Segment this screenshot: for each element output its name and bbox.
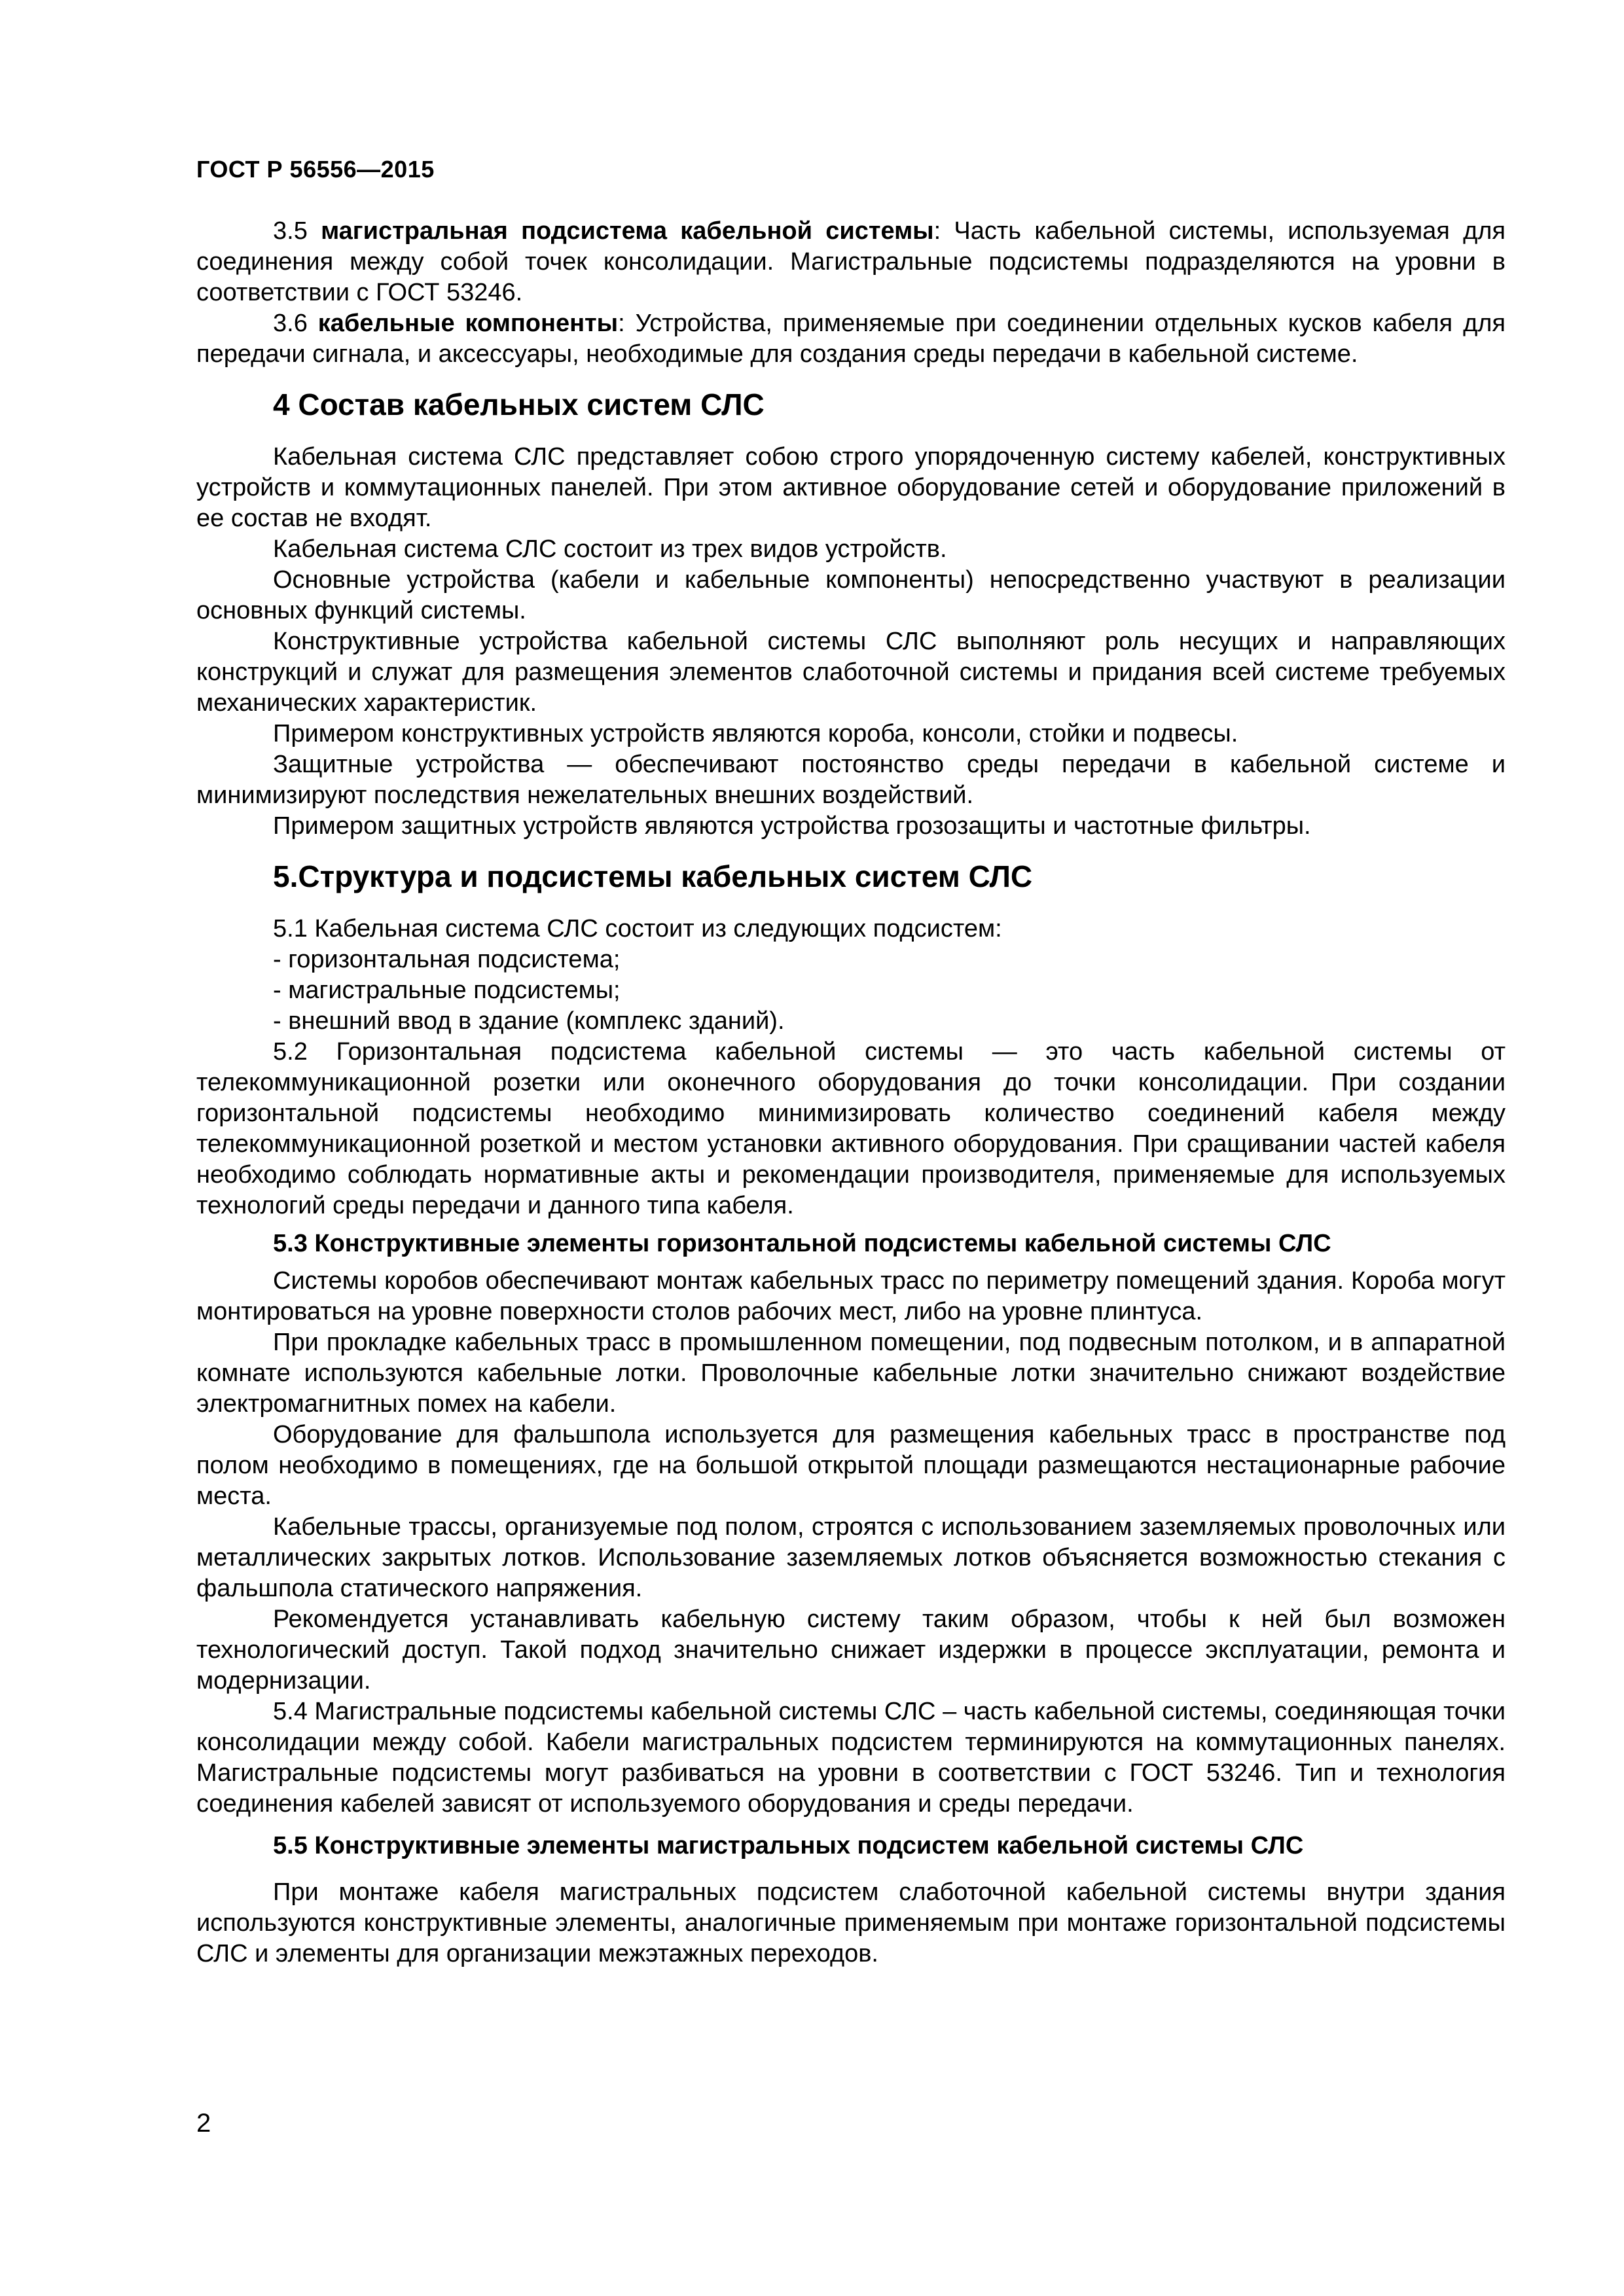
page-number: 2 — [196, 2109, 211, 2138]
paragraph: Основные устройства (кабели и кабельные компоненты) непосредственно участвуют в реализации основных функций системы. — [196, 566, 1506, 624]
clause-number: 3.6 — [273, 310, 308, 337]
list-item: - магистральные подсистемы; — [273, 977, 621, 1004]
paragraph: Кабельная система СЛС представляет собою строго упорядоченную систему кабелей, конструктивных устройств и коммутационных панелей. При этом активное оборудование сетей и оборудование приложений в ее состав не входят. — [196, 443, 1506, 532]
clause-5-4: 5.4 Магистральные подсистемы кабельной системы СЛС – часть кабельной системы, соединяющая точки консолидации между собой. Кабели магистральных подсистем терминируются на коммутационных панелях. Магистральные подсистемы могут разбиваться на уровни в соответствии с ГОСТ 53246. Тип и технология соединения кабелей зависят от используемого оборудования и среды передачи. — [196, 1698, 1506, 1818]
list-item: - внешний ввод в здание (комплекс зданий). — [273, 1007, 785, 1035]
clause-3-5 — [196, 216, 1506, 308]
term: кабельные компоненты — [317, 310, 619, 337]
paragraph: Рекомендуется устанавливать кабельную систему таким образом, чтобы к ней был возможен технологический доступ. Такой подход значительно снижает издержки в процессе эксплуатации, ремонта и модернизации. — [196, 1605, 1506, 1695]
clause-number: 3.5 — [273, 217, 308, 245]
paragraph: Примером защитных устройств являются устройства грозозащиты и частотные фильтры. — [273, 812, 1311, 840]
paragraph: При прокладке кабельных трасс в промышленном помещении, под подвесным потолком, и в аппаратной комнате используются кабельные лотки. Проволочные кабельные лотки значительно снижают воздействие электромагнитных помех на кабели. — [196, 1329, 1506, 1418]
definition: : Часть кабельной системы, используемая для соединения между собой точек консолидации. Магистральные подсистемы подразделяются на уровни в соответствии с ГОСТ 53246. — [196, 217, 1506, 306]
paragraph: Оборудование для фальшпола используется для размещения кабельных трасс в пространстве под полом необходимо в помещениях, где на большой открытой площади размещаются нестационарные рабочие места. — [196, 1421, 1506, 1510]
document-body — [196, 216, 1506, 1969]
clause-5-1: 5.1 Кабельная система СЛС состоит из следующих подсистем: — [273, 915, 1002, 942]
paragraph: Конструктивные устройства кабельной системы СЛС выполняют роль несущих и направляющих конструкций и служат для размещения элементов слаботочной системы и придания всей системе требуемых механических характеристик. — [196, 628, 1506, 717]
paragraph: Кабельная система СЛС состоит из трех видов устройств. — [273, 535, 947, 563]
clause-3-6 — [196, 308, 1506, 370]
term: магистральная подсистема кабельной системы — [321, 217, 934, 245]
section-5-heading: 5.Структура и подсистемы кабельных систем СЛС — [273, 859, 1033, 893]
section-4-heading: 4 Состав кабельных систем СЛС — [273, 387, 765, 422]
definition: : Устройства, применяемые при соединении отдельных кусков кабеля для передачи сигнала, и аксессуары, необходимые для создания среды передачи в кабельной системе. — [196, 310, 1506, 368]
subsection-5-3-heading: 5.3 Конструктивные элементы горизонтальной подсистемы кабельной системы СЛС — [273, 1230, 1331, 1257]
paragraph: Системы коробов обеспечивают монтаж кабельных трасс по периметру помещений здания. Короба могут монтироваться на уровне поверхности столов рабочих мест, либо на уровне плинтуса. — [196, 1267, 1506, 1325]
list-item: - горизонтальная подсистема; — [273, 946, 621, 973]
paragraph: При монтаже кабеля магистральных подсистем слаботочной кабельной системы внутри здания используются конструктивные элементы, аналогичные применяемым при монтаже горизонтальной подсистемы СЛС и элементы для организации межэтажных переходов. — [196, 1878, 1506, 1967]
paragraph: Защитные устройства — обеспечивают постоянство среды передачи в кабельной системе и минимизируют последствия нежелательных внешних воздействий. — [196, 751, 1506, 809]
paragraph: Кабельные трассы, организуемые под полом, строятся с использованием заземляемых проволочных или металлических закрытых лотков. Использование заземляемых лотков объясняется возможностью стекания с фальшпола статического напряжения. — [196, 1513, 1506, 1602]
paragraph: Примером конструктивных устройств являются короба, консоли, стойки и подвесы. — [273, 720, 1238, 747]
document-header: ГОСТ Р 56556—2015 — [196, 156, 435, 183]
subsection-5-5-heading: 5.5 Конструктивные элементы магистральных подсистем кабельной системы СЛС — [273, 1832, 1304, 1859]
clause-5-2: 5.2 Горизонтальная подсистема кабельной системы — это часть кабельной системы от телекоммуникационной розетки или оконечного оборудования до точки консолидации. При создании горизонтальной подсистемы необходимо минимизировать количество соединений кабеля между телекоммуникационной розеткой и местом установки активного оборудования. При сращивании частей кабеля необходимо соблюдать нормативные акты и рекомендации производителя, применяемые для используемых технологий среды передачи и данного типа кабеля. — [196, 1038, 1506, 1219]
